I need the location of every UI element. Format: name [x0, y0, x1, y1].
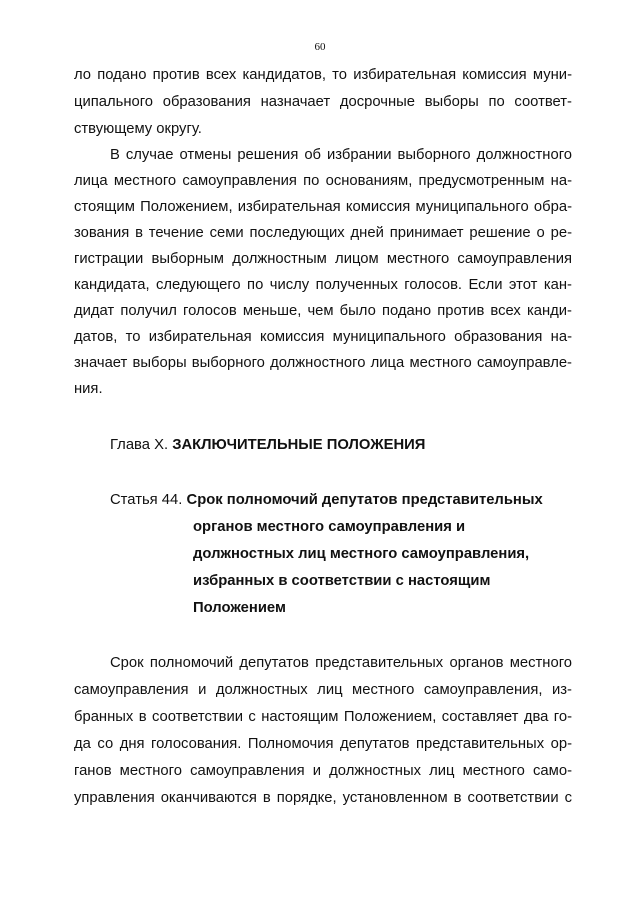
- page-number: 60: [314, 41, 326, 53]
- article-title-line: Положением: [193, 600, 286, 616]
- text-line: лица местного самоуправления по основаниям, предусмотренным на-: [74, 173, 572, 189]
- text-line: управления оканчиваются в порядке, установленном в соответствии с: [74, 790, 572, 806]
- text-line: гистрации выборным должностным лицом местного самоуправления: [74, 251, 572, 267]
- text-line: ния.: [74, 381, 103, 397]
- text-line: кандидата, следующего по числу полученных голосов. Если этот кан-: [74, 277, 572, 293]
- text-line: зования в течение семи последующих дней принимает решение о ре-: [74, 225, 572, 241]
- chapter-title: ЗАКЛЮЧИТЕЛЬНЫЕ ПОЛОЖЕНИЯ: [172, 437, 426, 453]
- text-line: В случае отмены решения об избрании выборного должностного: [110, 147, 572, 163]
- text-line: значает выборы выборного должностного лица местного самоуправле-: [74, 355, 572, 371]
- article-title-line: органов местного самоуправления и: [193, 519, 466, 535]
- chapter-prefix: Глава X.: [110, 437, 169, 453]
- text-line: датов, то избирательная комиссия муниципального образования на-: [74, 329, 572, 345]
- article-title-line: Срок полномочий депутатов представительных: [186, 492, 543, 508]
- text-line: самоуправления и должностных лиц местного самоуправления, из-: [74, 682, 572, 698]
- article-heading: [110, 491, 608, 509]
- text-line: да со дня голосования. Полномочия депутатов представительных ор-: [74, 736, 572, 752]
- text-line: ганов местного самоуправления и должностных лиц местного само-: [74, 763, 572, 779]
- article-title-line: должностных лиц местного самоуправления,: [193, 546, 530, 562]
- text-line: Срок полномочий депутатов представительных органов местного: [110, 655, 572, 671]
- article-title-line: избранных в соответствии с настоящим: [193, 573, 491, 589]
- chapter-heading: [110, 436, 608, 454]
- text-line: дидат получил голосов меньше, чем было подано против всех канди-: [74, 303, 572, 319]
- text-line: бранных в соответствии с настоящим Положением, составляет два го-: [74, 709, 572, 725]
- text-line: ствующему округу.: [74, 121, 202, 137]
- text-line: ципального образования назначает досрочные выборы по соответ-: [74, 94, 572, 110]
- text-line: стоящим Положением, избирательная комиссия муниципального обра-: [74, 199, 572, 215]
- article-prefix: Статья 44.: [110, 492, 183, 508]
- text-line: ло подано против всех кандидатов, то избирательная комиссия муни-: [74, 67, 572, 83]
